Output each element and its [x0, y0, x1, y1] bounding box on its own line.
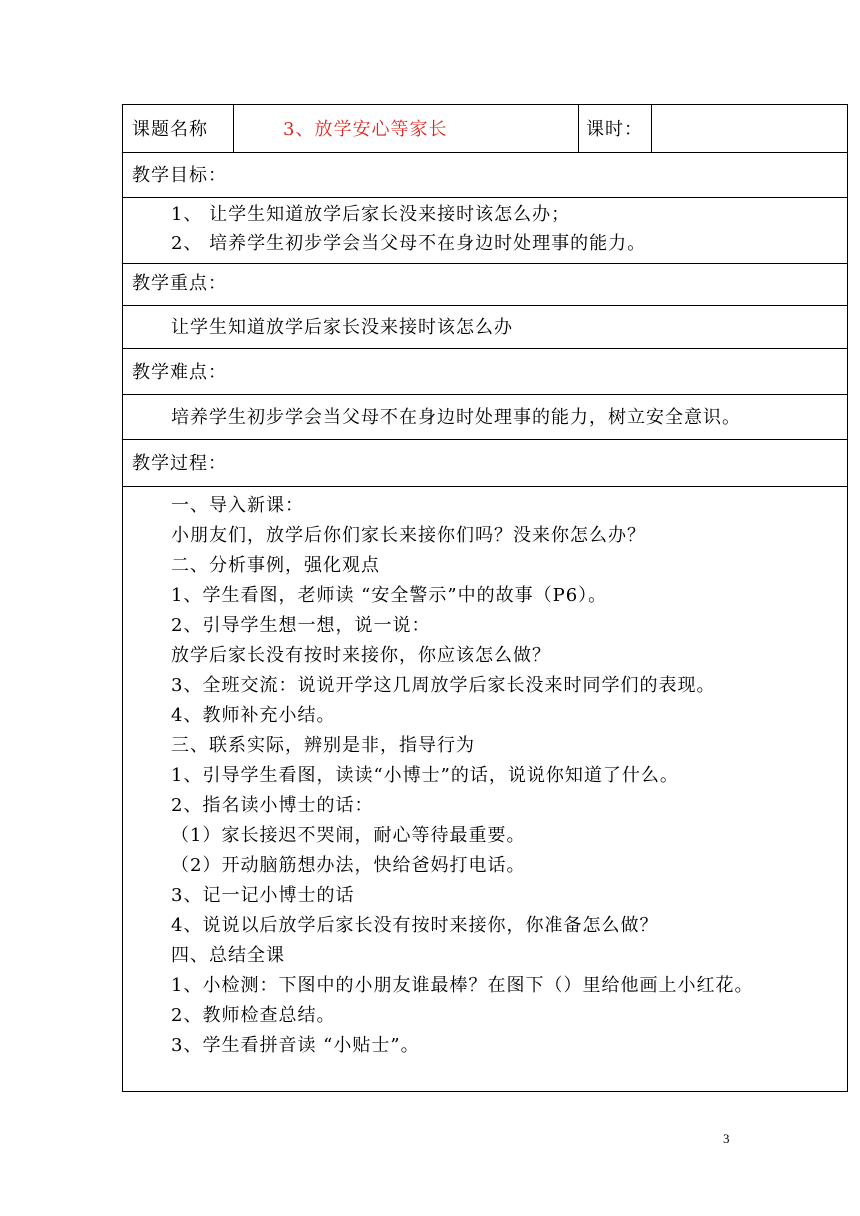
- column-divider: [233, 105, 234, 153]
- lesson-plan-table: [122, 104, 848, 1092]
- key-points-label: 教学重点：: [132, 273, 227, 294]
- process-line: 一、导入新课：: [171, 495, 304, 516]
- column-divider: [578, 105, 579, 153]
- row-divider: [123, 305, 847, 306]
- process-line: 3、学生看拼音读 “小贴士”。: [171, 1035, 420, 1056]
- difficulties-text: 培养学生初步学会当父母不在身边时处理事的能力，树立安全意识。: [171, 407, 741, 428]
- process-line: 2、教师检查总结。: [171, 1005, 336, 1026]
- process-line: （2）开动脑筋想办法，快给爸妈打电话。: [171, 855, 526, 876]
- key-points-text: 让学生知道放学后家长没来接时该怎么办: [171, 317, 513, 338]
- row-divider: [123, 348, 847, 349]
- row-divider: [123, 152, 847, 153]
- period-label: 课时：: [586, 119, 643, 140]
- process-line: 三、联系实际，辨别是非，指导行为: [171, 735, 475, 756]
- process-line: 1、小检测：下图中的小朋友谁最棒？在图下（）里给他画上小红花。: [171, 975, 754, 996]
- process-line: 小朋友们，放学后你们家长来接你们吗？没来你怎么办？: [171, 525, 646, 546]
- process-line: 3、全班交流：说说开学这几周放学后家长没来时同学们的表现。: [171, 675, 716, 696]
- process-line: （1）家长接迟不哭闹，耐心等待最重要。: [171, 825, 526, 846]
- column-divider: [651, 105, 652, 153]
- difficulties-label: 教学难点：: [132, 362, 227, 383]
- process-line: 4、教师补充小结。: [171, 705, 336, 726]
- row-divider: [123, 439, 847, 440]
- process-label: 教学过程：: [132, 453, 227, 474]
- process-line: 1、学生看图，老师读 “安全警示”中的故事（P6）。: [171, 585, 608, 606]
- process-line: 2、指名读小博士的话：: [171, 795, 374, 816]
- goals-label: 教学目标：: [132, 165, 227, 186]
- row-divider: [123, 394, 847, 395]
- process-line: 四、总结全课: [171, 945, 285, 966]
- topic-title: 3、放学安心等家长: [283, 119, 448, 140]
- goal-item: 2、 培养学生初步学会当父母不在身边时处理事的能力。: [171, 233, 647, 254]
- process-line: 4、说说以后放学后家长没有按时来接你，你准备怎么做？: [171, 915, 659, 936]
- row-divider: [123, 197, 847, 198]
- row-divider: [123, 263, 847, 264]
- topic-label: 课题名称: [132, 119, 208, 140]
- row-divider: [123, 486, 847, 487]
- process-line: 二、分析事例，强化观点: [171, 555, 380, 576]
- process-line: 2、引导学生想一想，说一说：: [171, 615, 431, 636]
- page-number: 3: [723, 1131, 730, 1146]
- process-line: 3、记一记小博士的话: [171, 885, 355, 906]
- goal-item: 1、 让学生知道放学后家长没来接时该怎么办；: [171, 204, 571, 225]
- process-line: 放学后家长没有按时来接你，你应该怎么做？: [171, 645, 551, 666]
- process-line: 1、引导学生看图，读读“小博士”的话，说说你知道了什么。: [171, 765, 679, 786]
- process-content: [171, 491, 753, 1061]
